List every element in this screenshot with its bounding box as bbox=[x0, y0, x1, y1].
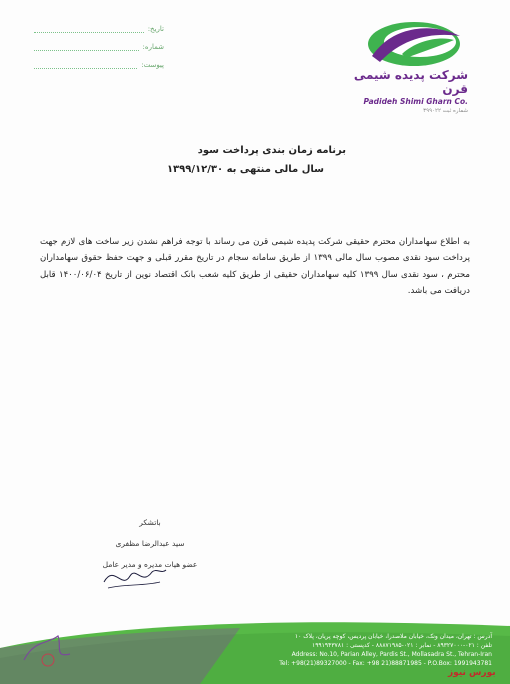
attachment-line bbox=[34, 61, 137, 69]
company-name-en: Padideh Shimi Gharn Co. bbox=[363, 97, 468, 106]
number-field bbox=[34, 40, 164, 54]
letter-title: برنامه زمان بندی پرداخت سود bbox=[197, 145, 346, 156]
signature-thanks: باتشکر bbox=[139, 518, 161, 527]
date-field bbox=[34, 22, 164, 36]
letter-subtitle: سال مالی منتهی به ۱۳۹۹/۱۲/۳۰ bbox=[166, 164, 324, 175]
handwritten-signature-icon bbox=[100, 560, 170, 594]
attachment-field bbox=[34, 58, 164, 72]
number-label: شماره: bbox=[142, 43, 164, 51]
letter-body: به اطلاع سهامداران محترم حقیقی شرکت پدیده شیمی قرن می رساند با توجه فراهم نشدن زیر ساخت های لازم جهت پرداخت سود نقدی مصوب سال مالی ۱۳۹۹ از طریق سامانه سجام در تاریخ مقرر قبلی و جهت حفظ حقوق سهامداران محترم ، سود نقدی سال ۱۳۹۹ کلیه سهامداران حقیقی از طریق کلیه شعب بانک اقتصاد نوین از تاریخ ۱۴۰۰/۰۶/۰۴ قابل دریافت می باشد. bbox=[40, 237, 471, 296]
watermark: بورس نیوز bbox=[448, 668, 496, 678]
footer-address-en: Address: No.10, Parian Alley, Pardis St., Mollasadra St., Tehran-Iran bbox=[291, 651, 492, 658]
footer-phone-en: Tel: +98(21)89327000 - Fax: +98 21)88871985 - P.O.Box: 1991943781 bbox=[279, 660, 492, 667]
signature-role: عضو هیات مدیره و مدیر عامل bbox=[102, 560, 198, 569]
footer-phone-fa: تلفن : ۰۲۱-۸۹۳۲۷۰۰۰ - نمابر : ۰۲۱-۸۸۸۷۱۹۸۵ - کدپستی : ۱۹۹۱۹۴۳۷۸۱ bbox=[311, 642, 492, 649]
date-label: تاریخ: bbox=[147, 25, 164, 33]
date-line bbox=[34, 25, 144, 33]
attachment-label: پیوست: bbox=[141, 61, 164, 69]
logo-mark-icon bbox=[362, 18, 466, 68]
number-line bbox=[34, 43, 139, 51]
footer-address-fa: آدرس : تهران، میدان ونک، خیابان ملاصدرا، خیابان پردیس، کوچه پریان، پلاک ۱۰ bbox=[294, 633, 492, 640]
signature-name: سید عبدالرضا مظفری bbox=[115, 539, 185, 548]
company-name-fa: شرکت پدیده شیمی قرن bbox=[353, 68, 468, 96]
company-logo bbox=[350, 18, 480, 114]
stamp-icon bbox=[18, 630, 78, 670]
letter-meta bbox=[34, 22, 164, 76]
registration-number: شماره ثبت ۳۹۹۰۲۲ bbox=[423, 108, 468, 114]
